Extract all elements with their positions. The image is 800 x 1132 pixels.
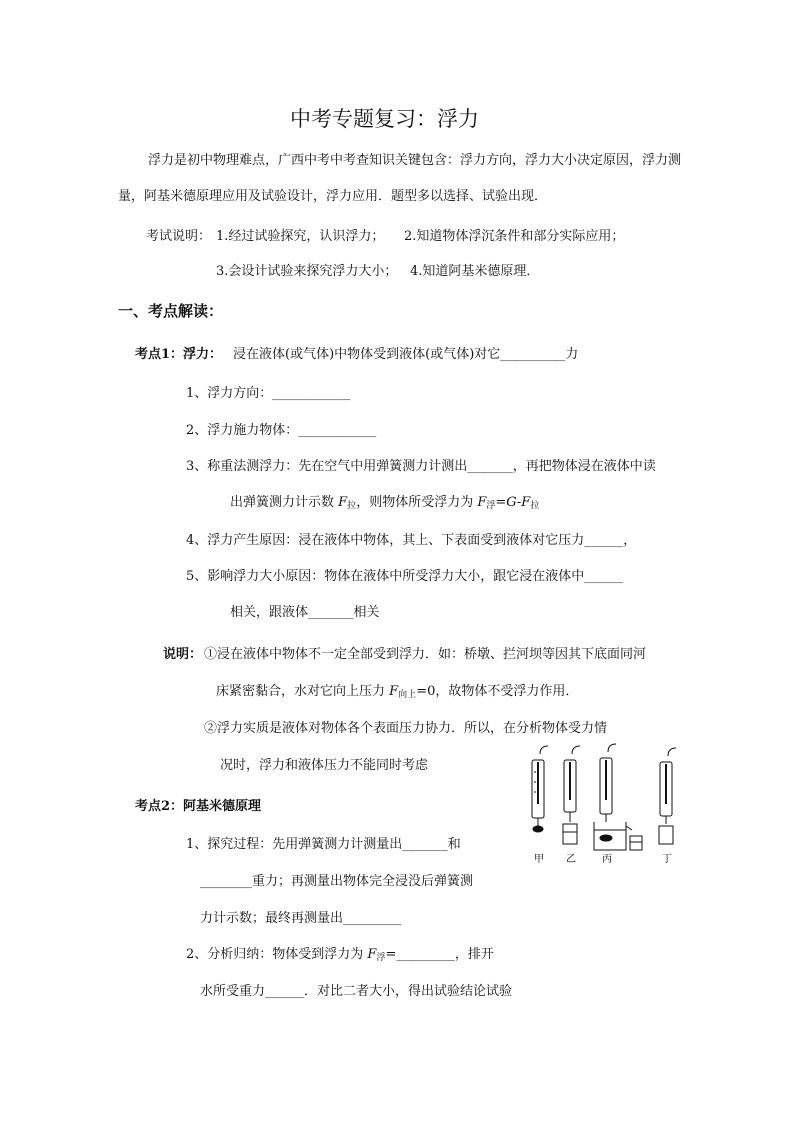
exam-note-item-4: 4.知道阿基米德原理．: [410, 264, 540, 279]
page-title: 中考专题复习：浮力: [290, 107, 479, 131]
exam-note-item-3: 3.会设计试验来探究浮力大小；: [216, 264, 398, 279]
point1-label: 考点1：浮力：: [135, 347, 223, 362]
point2-item-1: 1、探究过程：先用弹簧测力计测量出_______和: [186, 837, 461, 852]
point1-item-3: 3、称重法测浮力：先在空气中用弹簧测力计测出_______，再把物体浸在液体中读: [186, 459, 656, 474]
exam-note-item-1: 1.经过试验探究，认识浮力；: [216, 229, 385, 244]
item2-text-b: =_________，排开: [385, 947, 494, 962]
sub-up: 向上: [398, 690, 417, 700]
point1-text: 浸在液体(或气体)中物体受到液体(或气体)对它__________力: [233, 347, 579, 362]
spring-scale-bing: [594, 744, 642, 850]
explain-p2a: ②浮力实质是液体对物体各个表面压力协力．所以，在分析物体受力情: [204, 721, 608, 736]
p1b-text-a: 床紧密黏合，水对它向上压力: [216, 684, 390, 699]
f-symbol-4: F: [367, 947, 377, 962]
f-symbol: F: [338, 495, 348, 510]
explain-label: 说明：: [163, 647, 203, 662]
spring-scale-yi: [563, 746, 580, 844]
point2-item-1-cont2: 力计示数；最终再测量出_________: [200, 911, 402, 926]
explain-p1b: [216, 683, 578, 704]
exam-note-label: 考试说明：: [146, 229, 212, 244]
item3-text-a: 出弹簧测力计示数: [230, 495, 339, 510]
spring-scale-jia: [532, 746, 548, 832]
equation: =G-F: [495, 495, 531, 510]
experiment-figure: [522, 742, 692, 866]
explain-p1a: ①浸在液体中物体不一定全部受到浮力．如：桥墩、拦河坝等因其下底面同河: [204, 647, 647, 662]
p1b-text-b: =0，故物体不受浮力作用．: [416, 684, 579, 699]
item2-text-a: 2、分析归纳：物体受到浮力为: [186, 947, 368, 962]
point1-item-1: 1、浮力方向：____________: [186, 386, 351, 401]
point2-item-2: [186, 946, 494, 967]
point1-item-4: 4、浮力产生原因：浸在液体中物体，其上、下表面受到液体对它压力______，: [186, 533, 637, 548]
f-symbol-2: F: [477, 495, 487, 510]
point2-item-1-cont: ________重力；再测量出物体完全浸没后弹簧测: [200, 874, 474, 889]
fig-label-bing: 丙: [602, 854, 612, 865]
section-heading: 一、考点解读：: [118, 302, 224, 320]
intro-line-1: 浮力是初中物理难点，广西中考中考查知识关键包含：浮力方向，浮力大小决定原因，浮力测: [148, 153, 682, 168]
point1-item-5-cont: 相关，跟液体_______相关: [230, 605, 380, 620]
fig-label-ding: 丁: [662, 854, 672, 865]
intro-line-2: 量，阿基米德原理应用及试验设计，浮力应用．题型多以选择、试验出现．: [118, 189, 548, 204]
sub-la-2: 拉: [530, 501, 540, 511]
point2-label: 考点2：阿基米德原理: [135, 799, 262, 814]
point1-item-3-cont: [230, 494, 539, 515]
fig-label-jia: 甲: [534, 854, 544, 865]
point2-item-2-cont: 水所受重力______．对比二者大小，得出试验结论试验: [200, 984, 513, 999]
point1-item-2: 2、浮力施力物体：____________: [186, 423, 377, 438]
sub-fu: 浮: [486, 501, 496, 511]
explain-p2b: 况时，浮力和液体压力不能同时考虑: [220, 758, 429, 773]
point1-item-5: 5、影响浮力大小原因：物体在液体中所受浮力大小，跟它浸在液体中______: [186, 569, 624, 584]
sub-fu-2: 浮: [376, 953, 386, 963]
item3-text-b: ，则物体所受浮力为: [356, 495, 478, 510]
sub-la: 拉: [347, 501, 357, 511]
fig-label-yi: 乙: [566, 854, 576, 865]
spring-scale-ding: [659, 748, 676, 844]
f-symbol-3: F: [389, 684, 399, 699]
exam-note-item-2: 2.知道物体浮沉条件和部分实际应用；: [404, 229, 625, 244]
